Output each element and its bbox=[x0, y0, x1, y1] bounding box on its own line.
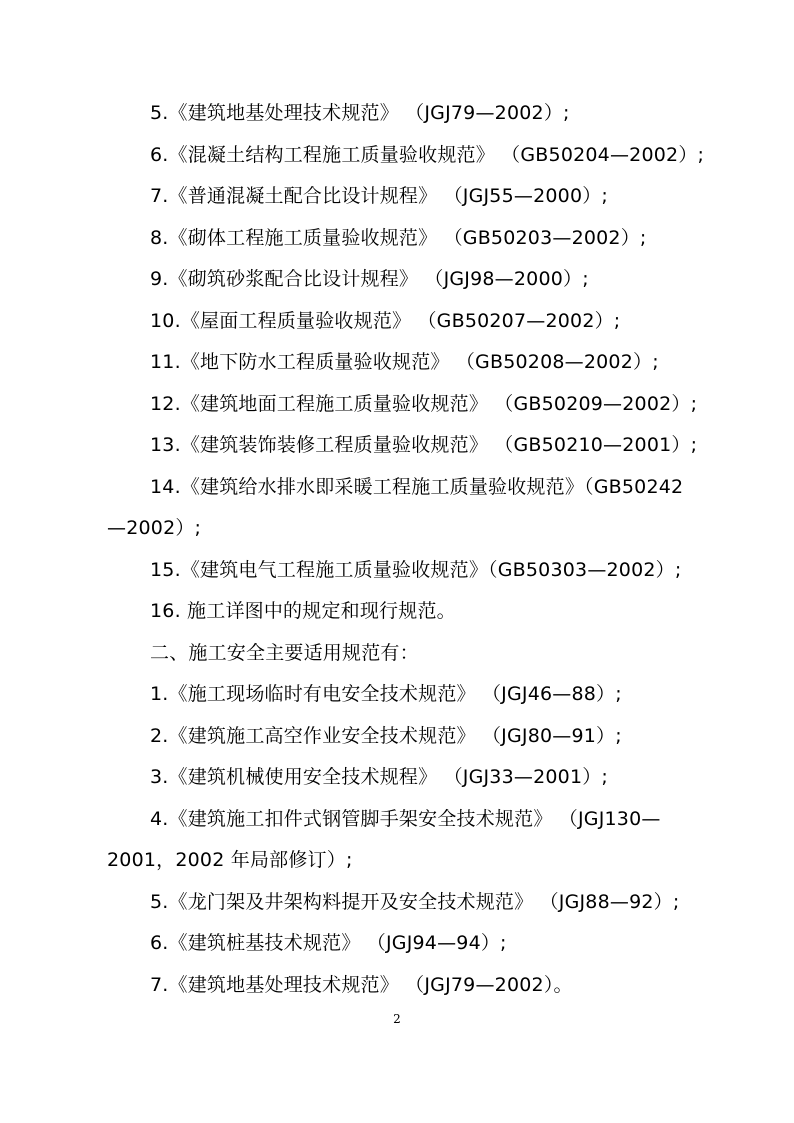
text-line: 5.《建筑地基处理技术规范》 （JGJ79—2002）; bbox=[150, 102, 570, 124]
text-line: 11.《地下防水工程质量验收规范》 （GB50208—2002）; bbox=[150, 351, 659, 373]
text-line: 16. 施工详图中的规定和现行规范。 bbox=[150, 600, 456, 622]
text-line: 5.《龙门架及井架构料提开及安全技术规范》 （JGJ88—92）; bbox=[150, 891, 680, 913]
text-line: 10.《屋面工程质量验收规范》 （GB50207—2002）; bbox=[150, 310, 621, 332]
text-line: 14.《建筑给水排水即采暖工程施工质量验收规范》（GB50242 bbox=[150, 476, 684, 498]
text-line: 6.《建筑桩基技术规范》 （JGJ94—94）; bbox=[150, 932, 507, 954]
text-line: 3.《建筑机械使用安全技术规程》 （JGJ33—2001）; bbox=[150, 766, 609, 788]
text-line: 2.《建筑施工高空作业安全技术规范》 （JGJ80—91）; bbox=[150, 725, 622, 747]
section-heading: 二、施工安全主要适用规范有： bbox=[150, 642, 419, 664]
text-line: 7.《建筑地基处理技术规范》 （JGJ79—2002）。 bbox=[150, 974, 573, 996]
text-line: 12.《建筑地面工程施工质量验收规范》 （GB50209—2002）; bbox=[150, 393, 698, 415]
text-line: 4.《建筑施工扣件式钢管脚手架安全技术规范》 （JGJ130— bbox=[150, 808, 661, 830]
page-number: 2 bbox=[393, 1012, 401, 1026]
text-line: 13.《建筑装饰装修工程质量验收规范》 （GB50210—2001）; bbox=[150, 434, 698, 456]
text-line: 15.《建筑电气工程施工质量验收规范》（GB50303—2002）; bbox=[150, 559, 682, 581]
text-line: 7.《普通混凝土配合比设计规程》 （JGJ55—2000）; bbox=[150, 185, 609, 207]
text-line: 1.《施工现场临时有电安全技术规范》 （JGJ46—88）; bbox=[150, 683, 622, 705]
text-line: 8.《砌体工程施工质量验收规范》 （GB50203—2002）; bbox=[150, 227, 647, 249]
text-line: 2001，2002 年局部修订）; bbox=[107, 849, 353, 871]
text-line: 6.《混凝土结构工程施工质量验收规范》 （GB50204—2002）; bbox=[150, 144, 705, 166]
text-line: —2002）; bbox=[107, 517, 202, 539]
text-line: 9.《砌筑砂浆配合比设计规程》 （JGJ98—2000）; bbox=[150, 268, 589, 290]
